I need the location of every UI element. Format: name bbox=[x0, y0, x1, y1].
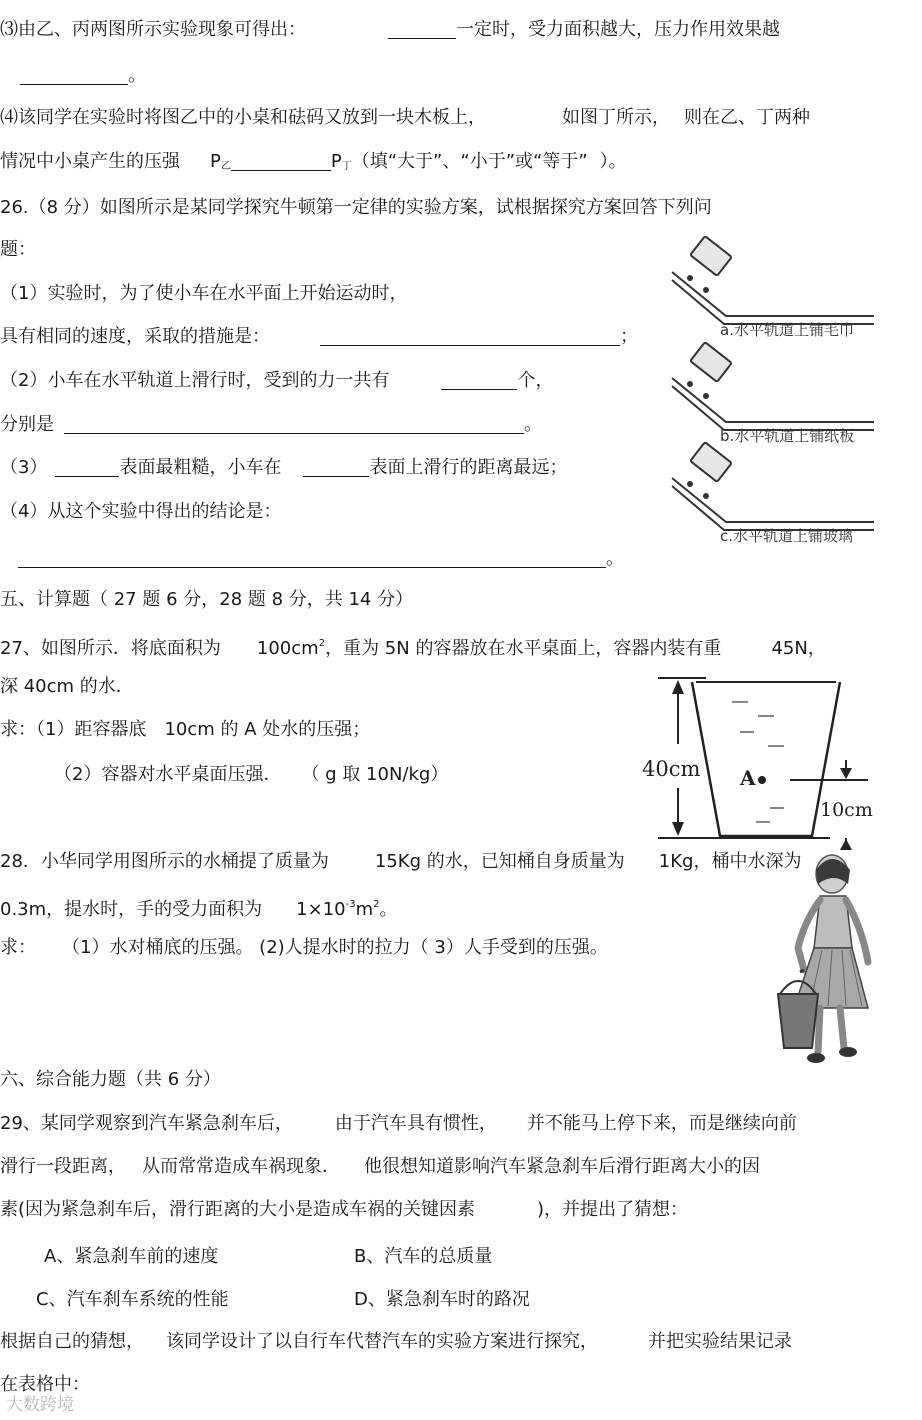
q25-part4-line2: 情况中小桌产生的压强 $P_乙$ $P_丁$（填“大于”、“小于”或“等于” ）。 bbox=[0, 151, 627, 172]
cart-icon bbox=[690, 342, 732, 382]
ramp-label-c: c.水平轨道上铺玻璃 bbox=[720, 527, 854, 545]
q29-option-a: A、紧急刹车前的速度 bbox=[44, 1246, 219, 1267]
q28-line1: 28．小华同学用图所示的水桶提了质量为 15Kg 的水，已知桶自身质量为 1Kg，桶中水深为 bbox=[0, 851, 802, 872]
q26-sub2-line2: 分别是 。 bbox=[0, 414, 542, 435]
ramp-label-a: a.水平轨道上铺毛巾 bbox=[720, 321, 854, 339]
answer-blank[interactable] bbox=[441, 369, 517, 390]
q26-sub4-line2: 。 bbox=[0, 547, 624, 571]
q29-line6: 根据自己的猜想， 该同学设计了以自行车代替汽车的实验方案进行探究， 并把实验结果记录 bbox=[0, 1331, 792, 1352]
ramp-towel bbox=[672, 236, 874, 339]
q28-line2: 0.3m，提水时，手的受力面积为 $1\times 10^{-3}m^2$。 bbox=[0, 899, 398, 920]
height-10cm-label: 10cm bbox=[820, 799, 873, 821]
section-6-title: 六、综合能力题（共 6 分） bbox=[0, 1069, 221, 1090]
answer-blank[interactable] bbox=[388, 18, 456, 39]
q26-sub3: （3） 表面最粗糙，小车在 表面上滑行的距离最远； bbox=[0, 457, 568, 478]
q29-option-c: C、汽车刹车系统的性能 bbox=[36, 1289, 229, 1310]
q29-option-d: D、紧急刹车时的路况 bbox=[354, 1289, 530, 1310]
q26-title-cont: 题： bbox=[0, 239, 36, 260]
q26-sub4-line1: （4）从这个实验中得出的结论是： bbox=[0, 501, 282, 522]
answer-blank[interactable] bbox=[231, 150, 331, 171]
q29-line1: 29、某同学观察到汽车紧急刹车后， 由于汽车具有惯性， 并不能马上停下来，而是继续向前 bbox=[0, 1113, 797, 1134]
answer-blank[interactable] bbox=[55, 456, 119, 477]
answer-blank[interactable] bbox=[20, 64, 128, 85]
ramp-label-b: b.水平轨道上铺纸板 bbox=[720, 427, 855, 445]
answer-blank[interactable] bbox=[303, 456, 369, 477]
q25-part3-line2: 。 bbox=[0, 64, 146, 88]
q26-title: 26.（8 分）如图所示是某同学探究牛顿第一定律的实验方案，试根据探究方案回答下列问 bbox=[0, 197, 712, 218]
q29-line2: 滑行一段距离， 从而常常造成车祸现象． 他很想知道影响汽车紧急刹车后滑行距离大小的因 bbox=[0, 1156, 760, 1177]
container-figure bbox=[640, 672, 880, 850]
ramp-cardboard bbox=[672, 342, 874, 445]
bucket-icon bbox=[778, 994, 818, 1048]
q25-part3-line1: ⑶由乙、丙两图所示实验现象可得出： 一定时，受力面积越大，压力作用效果越 bbox=[0, 19, 780, 40]
ramp-glass bbox=[672, 442, 874, 545]
q27-line1: 27、如图所示．将底面积为 $100cm^2$，重为 5N 的容器放在水平桌面上，容器内装有重 45N， bbox=[0, 638, 826, 659]
q26-sub2-line1: （2）小车在水平轨道上滑行时，受到的力一共有 个， bbox=[0, 370, 554, 391]
q25-part4-line1: ⑷该同学在实验时将图乙中的小桌和砝码又放到一块木板上， 如图丁所示， 则在乙、丁两种 bbox=[0, 107, 810, 128]
q27-line3: 求：（1）距容器底 10cm 的 A 处水的压强； bbox=[0, 719, 371, 740]
answer-blank[interactable] bbox=[64, 413, 524, 434]
q27-line4: （2）容器对水平桌面压强． （ g 取 10N/kg） bbox=[54, 764, 449, 785]
q29-line7: 在表格中： bbox=[0, 1374, 90, 1395]
cart-icon bbox=[690, 442, 732, 482]
q27-line2: 深 40cm 的水． bbox=[0, 676, 134, 697]
answer-blank[interactable] bbox=[320, 325, 620, 346]
depth-40cm-label: 40cm bbox=[642, 757, 701, 781]
section-5-title: 五、计算题（ 27 题 6 分，28 题 8 分，共 14 分） bbox=[0, 589, 414, 610]
watermark: 大数跨境 bbox=[6, 1395, 74, 1415]
point-a-label: A bbox=[740, 766, 756, 790]
ramp-experiment-figure bbox=[668, 236, 882, 552]
girl-carrying-bucket-figure bbox=[764, 852, 892, 1066]
answer-blank[interactable] bbox=[18, 547, 606, 568]
cart-icon bbox=[690, 236, 732, 276]
q28-line3: 求： （1）水对桶底的压强。 (2)人提水时的拉力（ 3）人手受到的压强。 bbox=[0, 937, 608, 958]
q29-line3: 素(因为紧急刹车后，滑行距离的大小是造成车祸的关键因素 )，并提出了猜想： bbox=[0, 1199, 689, 1220]
q26-sub1-line1: （1）实验时，为了使小车在水平面上开始运动时， bbox=[0, 283, 408, 304]
q26-sub1-line2: 具有相同的速度，采取的措施是： ； bbox=[0, 326, 638, 347]
q29-option-b: B、汽车的总质量 bbox=[354, 1246, 493, 1267]
